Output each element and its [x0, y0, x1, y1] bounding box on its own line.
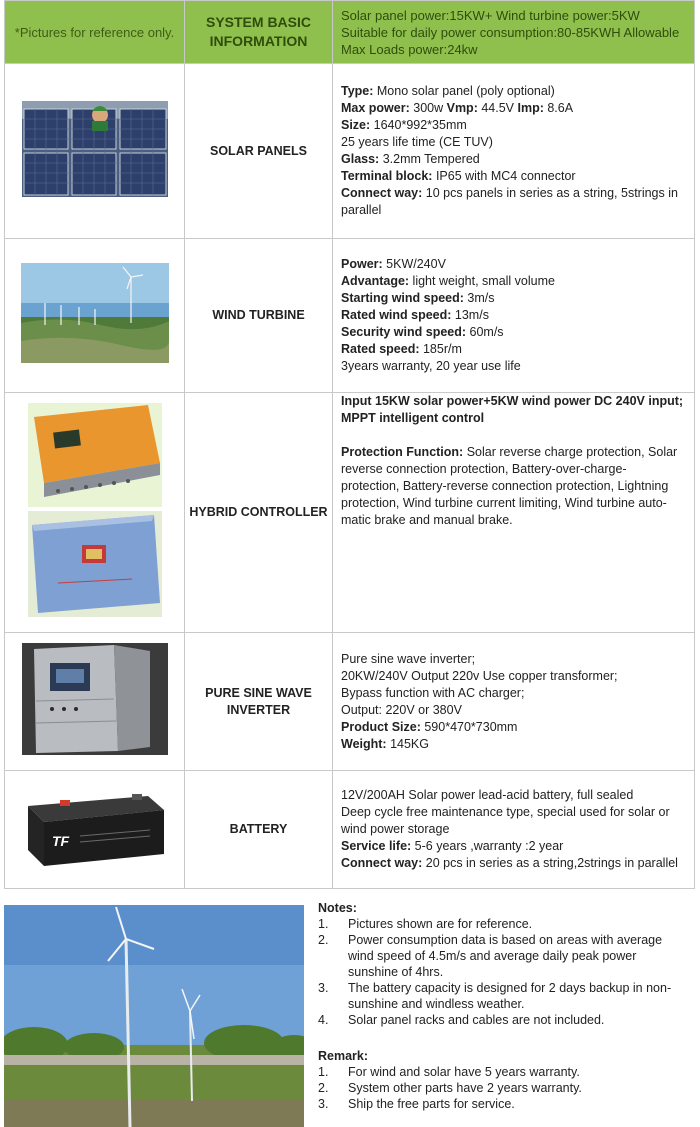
- spec-label: Rated speed:: [341, 342, 423, 356]
- spec-line: [341, 83, 686, 100]
- list-item: 3. The battery capacity is designed for 2 days backup in non-sunshine and windless weather.: [318, 980, 688, 1012]
- list-item: 2. System other parts have 2 years warranty.: [318, 1080, 688, 1096]
- list-item: 1. Pictures shown are for reference.: [318, 916, 688, 932]
- spec-line: [341, 168, 686, 185]
- spec-label: Vmp:: [446, 101, 482, 115]
- spec-line: [341, 324, 686, 341]
- hybrid-controller-image: [28, 403, 162, 617]
- spec-label: Power:: [341, 257, 387, 271]
- spec-line: [341, 290, 686, 307]
- header-row: [5, 1, 695, 64]
- spec-value: wind power storage: [341, 822, 450, 836]
- battery-photo: [5, 771, 185, 889]
- spec-line: [341, 410, 686, 427]
- spec-value: Solar reverse charge protection, Solar: [463, 445, 678, 459]
- spec-label: Size:: [341, 118, 374, 132]
- list-item: 4. Solar panel racks and cables are not included.: [318, 1012, 688, 1028]
- spec-value: Pure sine wave inverter;: [341, 651, 476, 666]
- spec-value: 145KG: [390, 736, 429, 751]
- spec-line: [341, 736, 686, 753]
- list-item: 3. Ship the free parts for service.: [318, 1096, 688, 1112]
- info-line: Solar panel power:15KW+ Wind turbine power:5KW: [341, 7, 640, 23]
- spec-line: [341, 307, 686, 324]
- spec-value: matic brake and manual brake.: [341, 513, 513, 527]
- spec-value: Deep cycle free maintenance type, special used for solar or: [341, 805, 670, 819]
- spec-line: [341, 702, 686, 719]
- list-item: 2. Power consumption data is based on areas with average wind speed of 4.5m/s and average daily peak power sunshine of 4hrs.: [318, 932, 688, 980]
- spec-value: 44.5V: [481, 101, 518, 115]
- spec-value: 3m/s: [467, 291, 495, 305]
- spec-line: [341, 185, 686, 202]
- component-title: [185, 633, 333, 771]
- spec-value: protection, Wind turbine current limiting, Wind turbine auto-: [341, 496, 667, 510]
- spec-value: Output: 220V or 380V: [341, 702, 462, 717]
- component-title-text: INVERTER: [226, 702, 291, 717]
- component-specs: [333, 64, 695, 239]
- spec-line: [341, 427, 686, 444]
- spec-value: 1640*992*35mm: [373, 118, 467, 132]
- spec-value: parallel: [341, 203, 382, 217]
- spec-line: [341, 117, 686, 134]
- component-row-solar: [5, 64, 695, 239]
- spec-label: Protection Function:: [341, 445, 464, 459]
- spec-label: Imp:: [517, 101, 548, 115]
- spec-value: 5-6 years ,warranty :2 year: [414, 839, 564, 853]
- spec-line: [341, 341, 686, 358]
- controller-photo: [5, 393, 185, 633]
- spec-value: 590*470*730mm: [424, 719, 518, 734]
- spec-line: [341, 256, 686, 273]
- spec-label: Max power:: [341, 101, 414, 115]
- wind-installation-image: [4, 905, 304, 1127]
- component-specs: [333, 239, 695, 393]
- spec-label: Glass:: [341, 152, 383, 166]
- wind-turbine-photo: [5, 239, 185, 393]
- component-title: [185, 393, 333, 633]
- battery-brand-logo: TF: [51, 833, 69, 849]
- spec-label: Connect way:: [341, 856, 426, 870]
- spec-value: 60m/s: [469, 325, 504, 339]
- spec-line: [341, 358, 686, 375]
- spec-line: [341, 151, 686, 168]
- inverter-photo: [5, 633, 185, 771]
- spec-line: [341, 495, 686, 512]
- notes-section: [318, 900, 688, 1112]
- component-row-battery: [5, 771, 695, 889]
- spec-label: Input 15KW solar power+5KW wind power DC 240V input;: [341, 394, 684, 408]
- notes-list: [318, 916, 688, 1028]
- component-specs: [333, 771, 695, 889]
- spec-label: Advantage:: [341, 274, 413, 288]
- spec-value: 5KW/240V: [386, 257, 446, 271]
- spec-value: 12V/200AH Solar power lead-acid battery, full sealed: [341, 788, 634, 802]
- notes-title: Notes:: [318, 901, 357, 915]
- spec-line: [341, 273, 686, 290]
- spec-label: Product Size:: [341, 719, 425, 734]
- note-text: The battery capacity is designed for 2 days backup in non-sunshine and windless weather.: [348, 981, 672, 1011]
- spec-line: [341, 393, 686, 410]
- spec-value: 300w: [413, 101, 447, 115]
- reference-note: *Pictures for reference only.: [5, 1, 185, 64]
- component-title-text: HYBRID CONTROLLER: [189, 505, 328, 519]
- component-title: [185, 64, 333, 239]
- list-item: 1. For wind and solar have 5 years warranty.: [318, 1064, 688, 1080]
- spec-line: [341, 719, 686, 736]
- spec-line: [341, 651, 686, 668]
- spec-value: 8.6A: [547, 101, 574, 115]
- component-title: [185, 771, 333, 889]
- spec-line: [341, 512, 686, 529]
- component-specs: [333, 633, 695, 771]
- note-text: Power consumption data is based on areas with average wind speed of 4.5m/s and average daily peak power sunshine of 4hrs.: [348, 933, 663, 979]
- spec-label: Terminal block:: [341, 169, 436, 183]
- spec-line: [341, 444, 686, 461]
- component-title-text: PURE SINE WAVE: [205, 685, 312, 700]
- remark-text: System other parts have 2 years warranty.: [348, 1081, 582, 1095]
- component-title: [185, 239, 333, 393]
- solar-panel-image: [22, 101, 168, 197]
- component-specs: [333, 393, 695, 633]
- spec-line: [341, 685, 686, 702]
- remark-title: Remark:: [318, 1049, 369, 1063]
- component-row-wind: [5, 239, 695, 393]
- spec-line: [341, 478, 686, 495]
- wind-installation-photo: [4, 905, 304, 1127]
- spec-value: Mono solar panel (poly optional): [376, 84, 555, 98]
- remark-text: For wind and solar have 5 years warranty.: [348, 1065, 580, 1079]
- spec-line: [341, 787, 686, 804]
- spec-value: 13m/s: [454, 308, 489, 322]
- spec-label: Type:: [341, 84, 377, 98]
- spec-line: [341, 804, 686, 821]
- spec-value: 20 pcs in series as a string,2strings in parallel: [425, 856, 678, 870]
- component-row-inverter: [5, 633, 695, 771]
- spec-label: Service life:: [341, 839, 415, 853]
- component-title-text: BATTERY: [229, 822, 288, 836]
- spec-label: Security wind speed:: [341, 325, 470, 339]
- spec-value: 3.2mm Tempered: [382, 152, 480, 166]
- info-line: Suitable for daily power consumption:80-85KWH Allowable: [341, 24, 680, 40]
- system-info-title: SYSTEM BASIC INFORMATION: [185, 1, 333, 64]
- component-title-text: SOLAR PANELS: [210, 143, 307, 158]
- spec-label: Weight:: [341, 736, 391, 751]
- note-text: Solar panel racks and cables are not included.: [348, 1013, 605, 1027]
- component-row-controller: [5, 393, 695, 633]
- spec-value: Bypass function with AC charger;: [341, 685, 525, 700]
- spec-line: [341, 100, 686, 117]
- component-title-text: WIND TURBINE: [212, 308, 305, 322]
- battery-image: [20, 784, 170, 870]
- wind-turbine-image: [21, 263, 169, 363]
- spec-value: 185r/m: [422, 342, 462, 356]
- spec-value: protection, Battery-reverse connection protection, Lightning: [341, 479, 669, 493]
- spec-line: [341, 855, 686, 872]
- spec-line: [341, 461, 686, 478]
- spec-line: [341, 821, 686, 838]
- system-info-summary: [333, 1, 695, 64]
- spec-value: light weight, small volume: [412, 274, 555, 288]
- spec-label: MPPT intelligent control: [341, 411, 485, 425]
- spec-value: reverse connection protection, Battery-over-charge-: [341, 462, 627, 476]
- spec-value: IP65 with MC4 connector: [435, 169, 576, 183]
- spec-line: [341, 838, 686, 855]
- spec-value: 3years warranty, 20 year use life: [341, 359, 521, 373]
- spec-value: 20KW/240V Output 220v Use copper transformer;: [341, 668, 618, 683]
- spec-value: 10 pcs panels in series as a string, 5strings in: [425, 186, 678, 200]
- spec-line: [341, 202, 686, 219]
- solar-panel-photo: [5, 64, 185, 239]
- info-line: Max Loads power:24kw: [341, 41, 478, 57]
- remark-list: [318, 1064, 688, 1112]
- inverter-image: [22, 643, 168, 755]
- spec-line: [341, 134, 686, 151]
- spec-value: 25 years life time (CE TUV): [341, 135, 493, 149]
- spec-line: [341, 668, 686, 685]
- spec-label: Connect way:: [341, 186, 426, 200]
- spec-label: Starting wind speed:: [341, 291, 468, 305]
- spec-label: Rated wind speed:: [341, 308, 455, 322]
- note-text: Pictures shown are for reference.: [348, 917, 533, 931]
- spec-table: [4, 0, 695, 889]
- remark-text: Ship the free parts for service.: [348, 1097, 515, 1111]
